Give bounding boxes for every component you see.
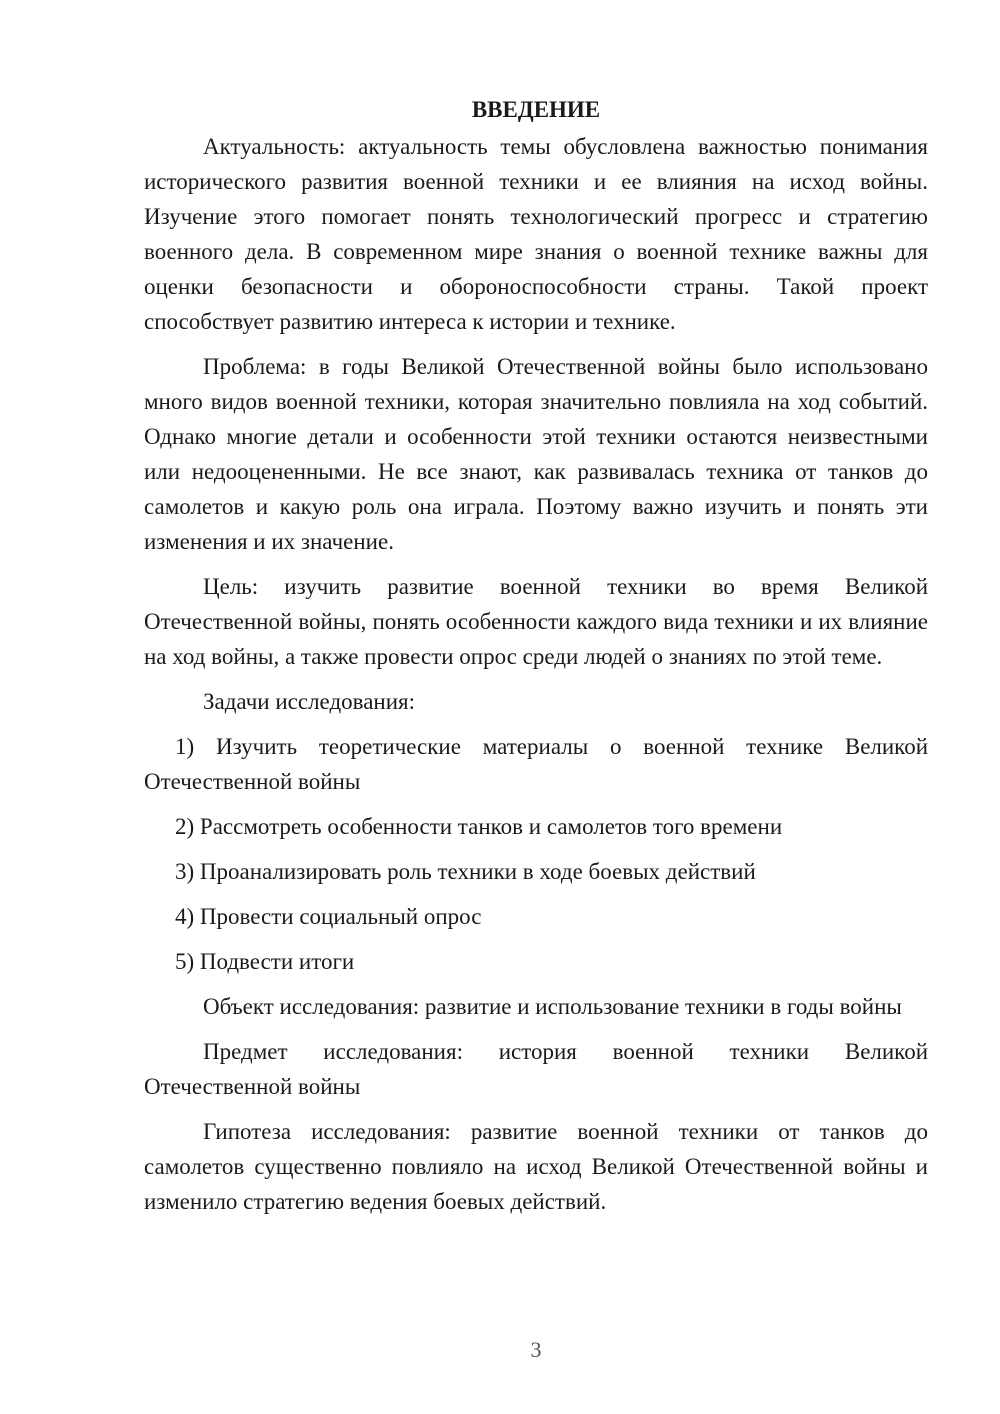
page-number: 3 [530, 1337, 542, 1362]
tasks-title: Задачи исследования: [203, 689, 416, 714]
research-subject-paragraph: Предмет исследования: история военной техники Великой Отечественной войны [144, 1039, 928, 1099]
relevance-paragraph: Актуальность: актуальность темы обусловлена важностью понимания исторического развития военной техники и ее влияния на исход войны. Изучение этого помогает понять технологический прогресс и стратегию военного дела. В современном мире знания о военной технике важны для оценки безопасности и обороноспособности страны. Такой проект способствует развитию интереса к истории и технике. [144, 134, 928, 334]
task-item: 3) Проанализировать роль техники в ходе боевых действий [175, 859, 756, 884]
task-item: 1) Изучить теоретические материалы о военной технике Великой Отечественной войны [144, 734, 928, 794]
page-content [144, 92, 928, 1229]
section-heading: ВВЕДЕНИЕ [471, 97, 601, 122]
task-item: 4) Провести социальный опрос [175, 904, 482, 929]
hypothesis-paragraph: Гипотеза исследования: развитие военной техники от танков до самолетов существенно повлияло на исход Великой Отечественной войны и изменило стратегию ведения боевых действий. [144, 1119, 928, 1214]
research-object-paragraph: Объект исследования: развитие и использование техники в годы войны [203, 994, 902, 1019]
task-item: 2) Рассмотреть особенности танков и самолетов того времени [175, 814, 783, 839]
task-item: 5) Подвести итоги [175, 949, 355, 974]
problem-paragraph: Проблема: в годы Великой Отечественной войны было использовано много видов военной техники, которая значительно повлияла на ход событий. Однако многие детали и особенности этой техники остаются неизвестными или недооцененными. Не все знают, как развивалась техника от танков до самолетов и какую роль она играла. Поэтому важно изучить и понять эти изменения и их значение. [144, 354, 928, 554]
goal-paragraph: Цель: изучить развитие военной техники во время Великой Отечественной войны, понять особенности каждого вида техники и их влияние на ход войны, а также провести опрос среди людей о знаниях по этой теме. [144, 574, 928, 669]
